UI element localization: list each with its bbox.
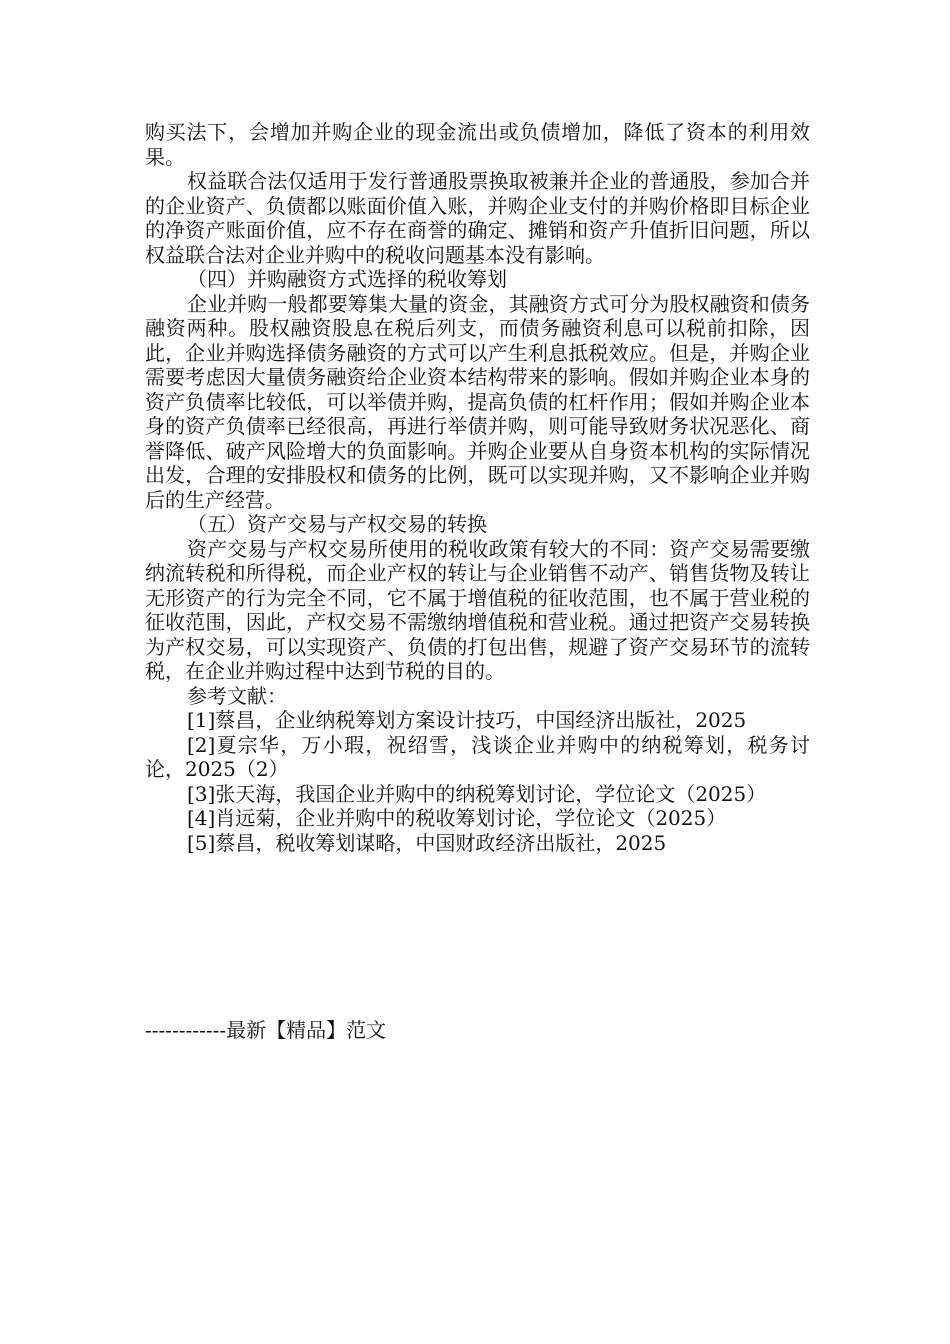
paragraph-financing: 企业并购一般都要筹集大量的资金，其融资方式可分为股权融资和债务融资两种。股权融资股息在税后列支，而债务融资利息可以税前扣除，因此，企业并购选择债务融资的方式可以产生利息抵税效应。但是，并购企业需要考虑因大量债务融资给企业资本结构带来的影响。假如并购企业本身的资产负债率比较低，可以举债并购，提高负债的杠杆作用；假如并购企业本身的资产负债率已经很高，再进行举债并购，则可能导致财务状况恶化、商誉降低、破产风险增大的负面影响。并购企业要从自身资本机构的实际情况出发，合理的安排股权和债务的比例，既可以实现并购，又不影响企业并购后的生产经营。 [145, 291, 810, 512]
reference-item: [4]肖远菊，企业并购中的税收筹划讨论，学位论文（2025） [187, 806, 727, 830]
reference-item: [5]蔡昌，税收筹划谋略，中国财政经济出版社，2025 [187, 830, 667, 855]
paragraph-purchase-method: 购买法下，会增加并购企业的现金流出或负债增加，降低了资本的利用效果。 [145, 120, 810, 169]
paragraph-pooling-method: 权益联合法仅适用于发行普通股票换取被兼并企业的普通股，参加合并的企业资产、负债都以账面价值入账，并购企业支付的并购价格即目标企业的净资产账面价值，应不存在商誉的确定、摊销和资产升值折旧问题，所以权益联合法对企业并购中的税收问题基本没有影响。 [145, 169, 810, 267]
paragraph-asset-equity: 资产交易与产权交易所使用的税收政策有较大的不同：资产交易需要缴纳流转税和所得税，而企业产权的转让与企业销售不动产、销售货物及转让无形资产的行为完全不同，它不属于增值税的征收范围，也不属于营业税的征收范围，因此，产权交易不需缴纳增值税和营业税。通过把资产交易转换为产权交易，可以实现资产、负债的打包出售，规避了资产交易环节的流转税，在企业并购过程中达到节税的目的。 [145, 536, 810, 683]
page-footer: ------------最新【精品】范文 [145, 1018, 387, 1042]
references-heading: 参考文献： [187, 683, 287, 708]
section-heading-financing: （四）并购融资方式选择的税收筹划 [187, 267, 507, 291]
reference-item: [3]张天海，我国企业并购中的纳税筹划讨论，学位论文（2025） [187, 781, 767, 806]
document-body [145, 120, 810, 855]
section-heading-asset-equity: （五）资产交易与产权交易的转换 [187, 512, 487, 536]
reference-item: [1]蔡昌，企业纳税筹划方案设计技巧，中国经济出版社，2025 [187, 708, 747, 732]
reference-item: [2]夏宗华，万小瑕，祝绍雪，浅谈企业并购中的纳税筹划，税务讨论，2025（2） [145, 732, 810, 781]
